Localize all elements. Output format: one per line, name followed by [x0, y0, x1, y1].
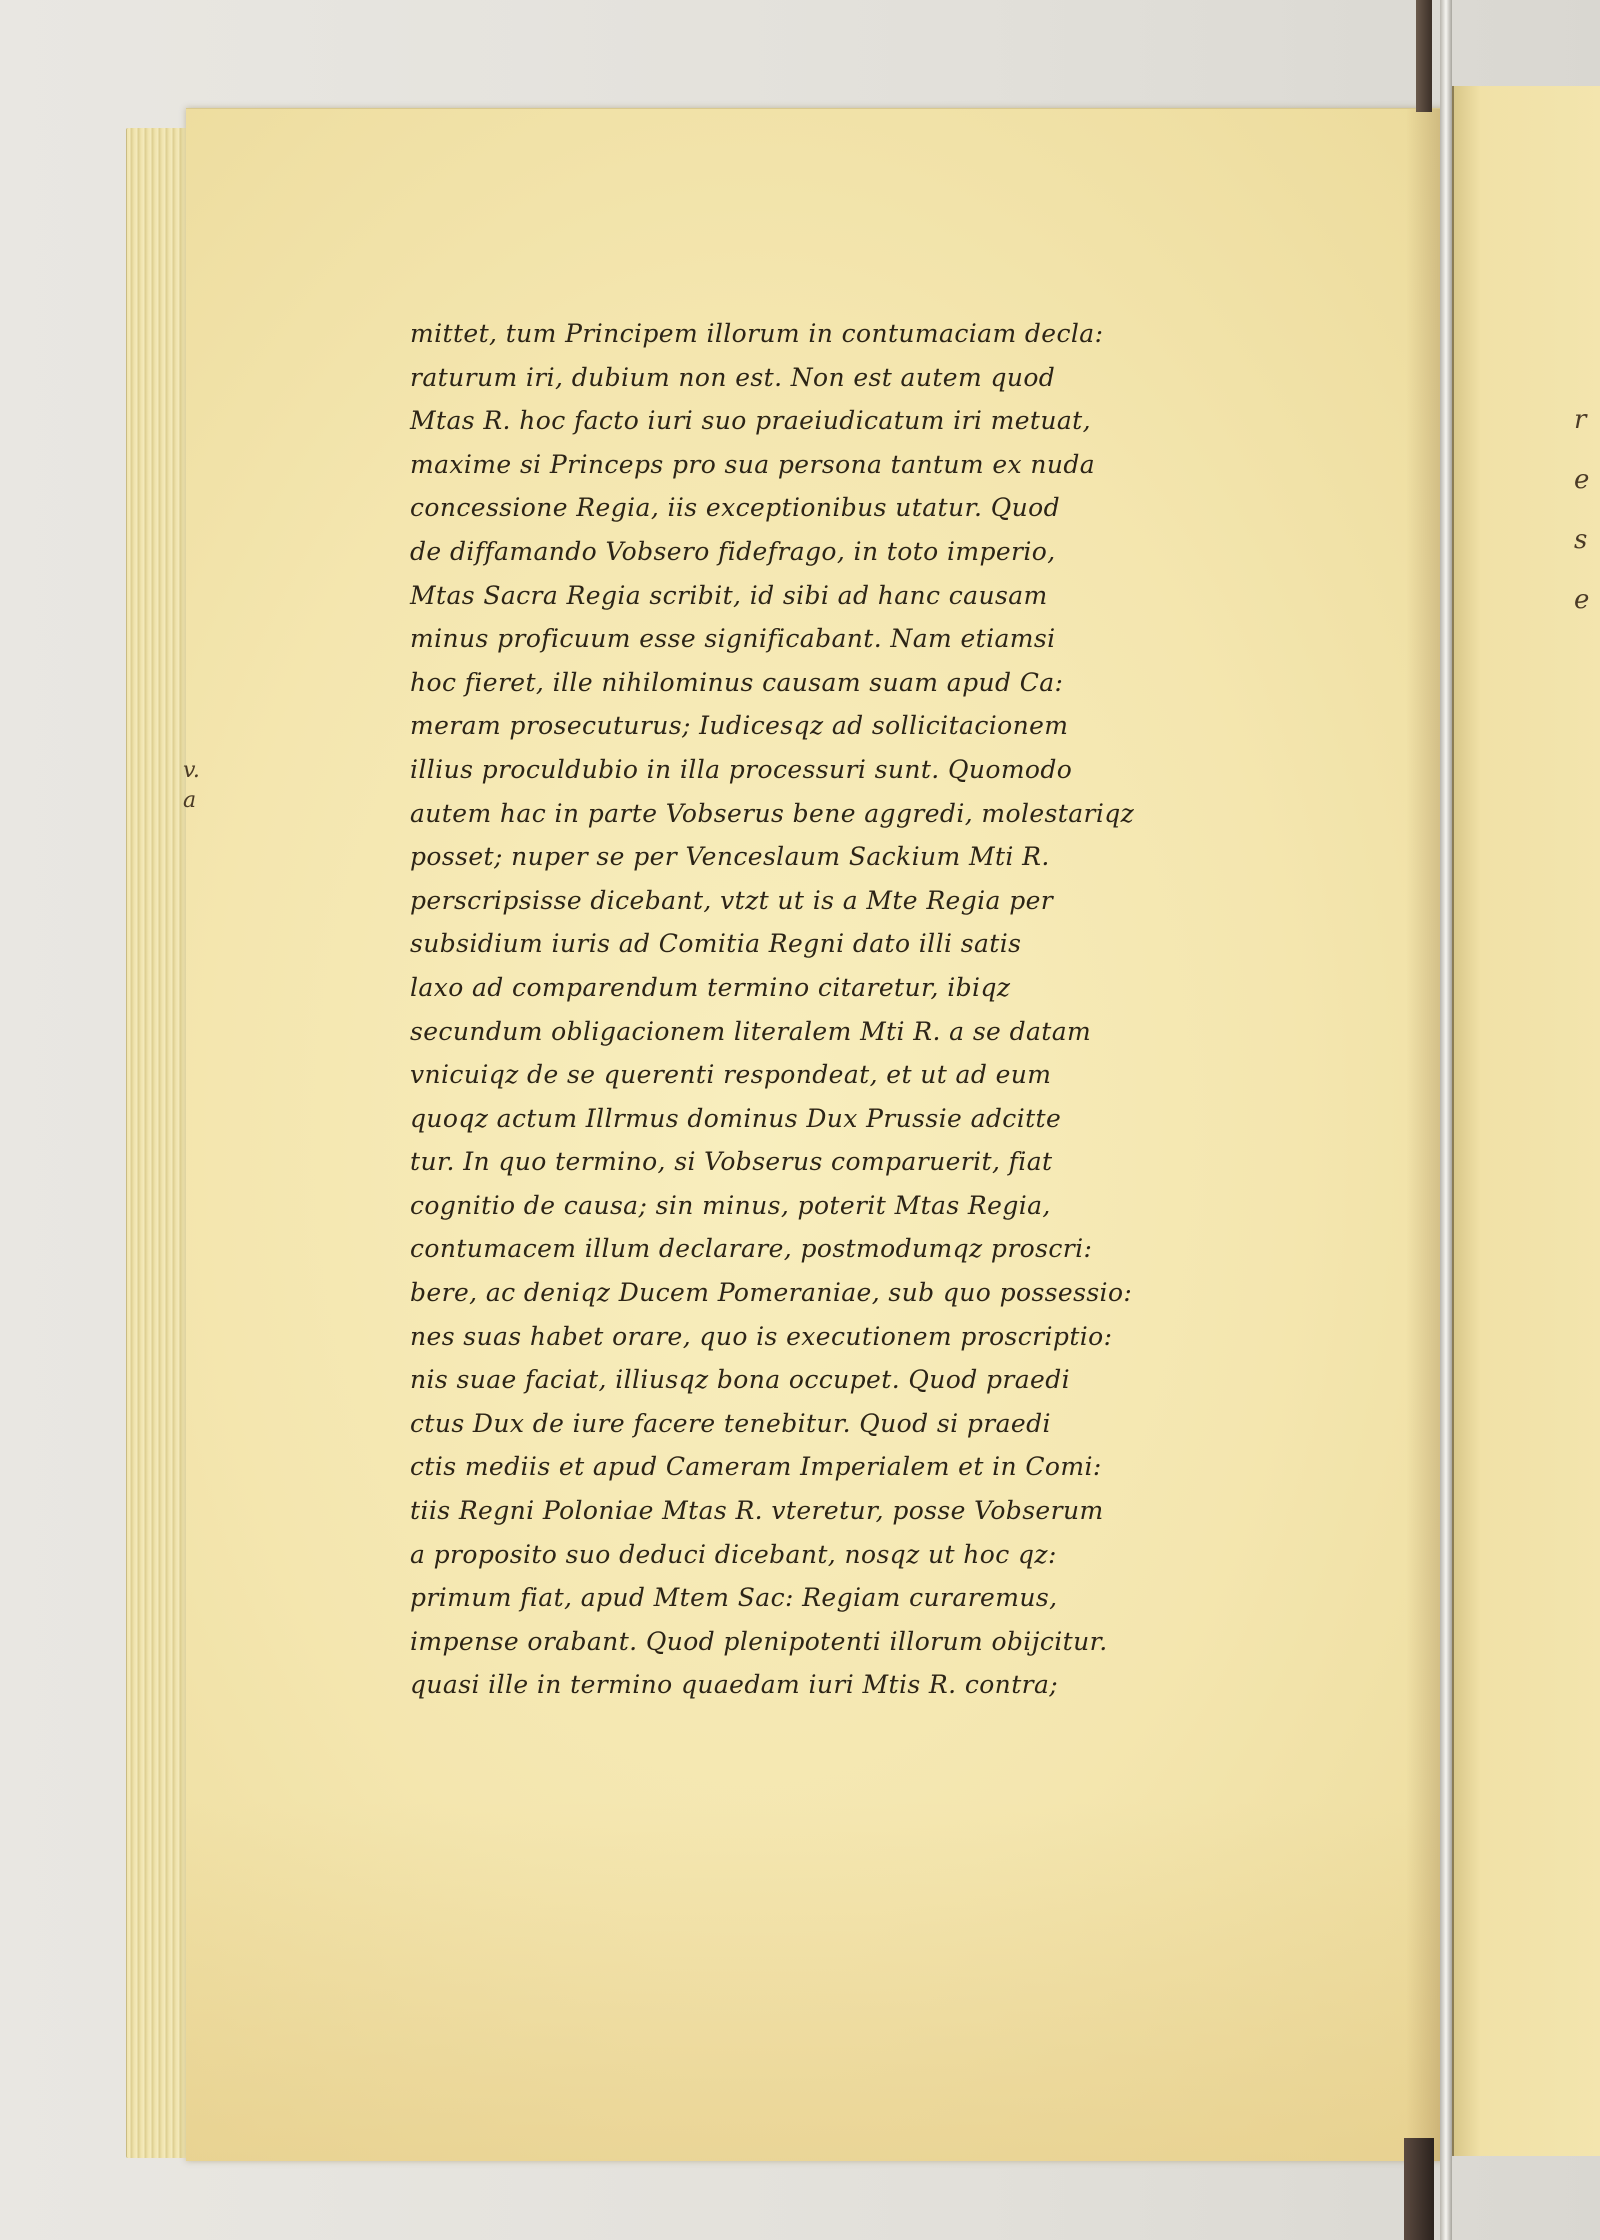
text-line: Mtas R. hoc facto iuri suo praeiudicatum iri metuat, [410, 406, 1091, 436]
text-line: ctus Dux de iure facere tenebitur. Quod si praedi [410, 1408, 1051, 1438]
text-line: quoqz actum Illrmus dominus Dux Prussie adcitte [410, 1103, 1062, 1133]
text-line: laxo ad comparendum termino citaretur, ibiqz [410, 972, 1011, 1002]
facing-mark: s [1574, 525, 1588, 555]
text-line: impense orabant. Quod plenipotenti illorum obijcitur. [410, 1626, 1108, 1656]
binding-rod [1440, 0, 1452, 2240]
text-line: primum fiat, apud Mtem Sac: Regiam curaremus, [410, 1583, 1058, 1613]
text-line: secundum obligacionem literalem Mti R. a se datam [410, 1016, 1092, 1046]
text-line: subsidium iuris ad Comitia Regni dato illi satis [410, 929, 1022, 959]
text-line: Mtas Sacra Regia scribit, id sibi ad hanc causam [410, 580, 1048, 610]
text-line: a proposito suo deduci dicebant, nosqz ut hoc qz: [410, 1539, 1057, 1569]
text-line: vnicuiqz de se querenti respondeat, et ut ad eum [410, 1060, 1052, 1090]
bottom-clip [1404, 2138, 1434, 2240]
left-margin-marks [183, 756, 200, 816]
text-line: posset; nuper se per Venceslaum Sackium Mti R. [410, 842, 1050, 872]
text-line: concessione Regia, iis exceptionibus utatur. Quod [410, 493, 1060, 523]
text-line: tiis Regni Poloniae Mtas R. vteretur, posse Vobserum [410, 1496, 1104, 1526]
text-line: mittet, tum Principem illorum in contumaciam decla: [410, 319, 1104, 348]
page-staining [186, 1801, 1446, 2161]
text-line: minus proficuum esse significabant. Nam etiamsi [410, 624, 1056, 654]
facing-page-marks [1574, 390, 1589, 630]
text-line: ctis mediis et apud Cameram Imperialem et in Comi: [410, 1452, 1102, 1482]
margin-mark: v. [183, 758, 200, 783]
text-line: quasi ille in termino quaedam iuri Mtis R. contra; [410, 1670, 1059, 1700]
text-line: contumacem illum declarare, postmodumqz proscri: [410, 1234, 1093, 1264]
text-line: autem hac in parte Vobserus bene aggredi, molestariqz [410, 798, 1135, 828]
top-clip [1416, 0, 1432, 112]
text-line: hoc fieret, ille nihilominus causam suam apud Ca: [410, 667, 1064, 697]
facing-mark: e [1574, 465, 1590, 495]
handwritten-text-block [410, 312, 1240, 1707]
text-line: cognitio de causa; sin minus, poterit Mtas Regia, [410, 1190, 1051, 1220]
text-line: nis suae faciat, illiusqz bona occupet. Quod praedi [410, 1365, 1071, 1395]
text-line: bere, ac deniqz Ducem Pomeraniae, sub quo possessio: [410, 1278, 1133, 1308]
facing-mark: e [1574, 585, 1590, 615]
text-line: de diffamando Vobsero fidefrago, in toto imperio, [410, 536, 1056, 566]
text-line: maxime si Princeps pro sua persona tantum ex nuda [410, 449, 1096, 479]
margin-mark: a [183, 788, 197, 813]
text-line: raturum iri, dubium non est. Non est autem quod [410, 362, 1056, 392]
text-line: nes suas habet orare, quo is executionem proscriptio: [410, 1321, 1113, 1351]
text-line: perscripsisse dicebant, vtzt ut is a Mte Regia per [410, 885, 1054, 915]
text-line: illius proculdubio in illa processuri sunt. Quomodo [410, 754, 1073, 784]
text-line: tur. In quo termino, si Vobserus comparuerit, fiat [410, 1147, 1053, 1177]
text-line: meram prosecuturus; Iudicesqz ad sollicitacionem [410, 711, 1069, 741]
facing-mark: r [1574, 405, 1587, 435]
